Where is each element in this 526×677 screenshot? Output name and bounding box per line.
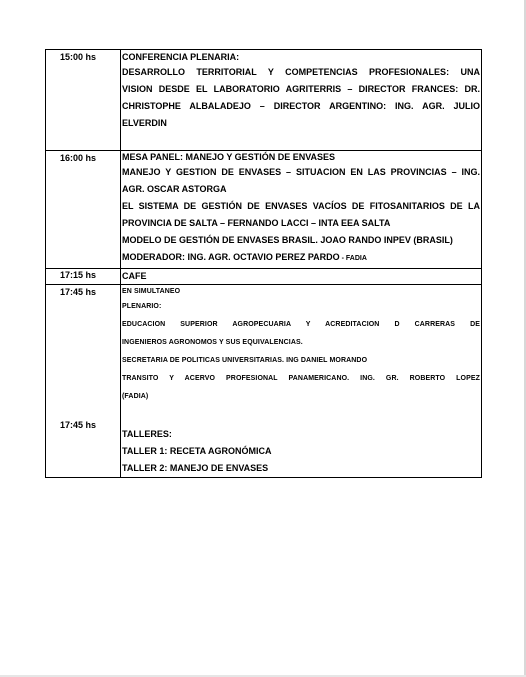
schedule-row bbox=[46, 50, 482, 151]
session-line: SECRETARIA DE POLITICAS UNIVERSITARIAS. ING DANIEL MORANDO bbox=[122, 357, 368, 364]
time-label: 15:00 hs bbox=[59, 52, 97, 62]
session-line: TRANSITO Y ACERVO PROFESIONAL PANAMERICANO. ING. GR. ROBERTO LOPEZ bbox=[122, 375, 480, 382]
time-spacer bbox=[46, 299, 120, 418]
session-line: PLENARIO: bbox=[122, 303, 162, 310]
content-cell bbox=[121, 50, 482, 151]
moderator-org: - FADIA bbox=[339, 255, 367, 262]
content-cell bbox=[121, 151, 482, 269]
time-label: 17:45 hs bbox=[59, 287, 97, 297]
time-cell bbox=[46, 151, 121, 269]
time-label: 16:00 hs bbox=[59, 153, 97, 163]
session-line: EN SIMULTANEO bbox=[122, 288, 181, 295]
session-line: TALLER 2: MANEJO DE ENVASES bbox=[122, 463, 269, 473]
schedule-row bbox=[46, 269, 482, 285]
session-line: CHRISTOPHE ALBALADEJO – DIRECTOR ARGENTINO: ING. AGR. JULIO bbox=[122, 101, 480, 111]
session-line: AGR. OSCAR ASTORGA bbox=[122, 184, 227, 194]
spacer bbox=[122, 406, 480, 426]
time-label: 17:15 hs bbox=[59, 270, 97, 280]
session-line: DESARROLLO TERRITORIAL Y COMPETENCIAS PROFESIONALES: UNA bbox=[122, 67, 480, 77]
content-cell bbox=[121, 269, 482, 285]
session-line: EL SISTEMA DE GESTIÓN DE ENVASES VACÍOS DE FITOSANITARIOS DE LA bbox=[122, 201, 480, 211]
session-line: INGENIEROS AGRONOMOS Y SUS EQUIVALENCIAS. bbox=[122, 339, 303, 346]
session-title: MESA PANEL: MANEJO Y GESTIÓN DE ENVASES bbox=[122, 152, 336, 162]
session-line: TALLER 1: RECETA AGRONÓMICA bbox=[122, 446, 272, 456]
session-line: PROVINCIA DE SALTA – FERNANDO LACCI – INTA EEA SALTA bbox=[122, 218, 391, 228]
moderator-line bbox=[122, 249, 480, 267]
session-line: ELVERDIN bbox=[122, 118, 167, 128]
session-title: CAFE bbox=[122, 271, 147, 281]
time-label: 17:45 hs bbox=[59, 420, 97, 430]
session-line: EDUCACION SUPERIOR AGROPECUARIA Y ACREDITACION D CARRERAS DE bbox=[122, 321, 480, 328]
session-title: TALLERES: bbox=[122, 429, 172, 439]
time-cell bbox=[46, 269, 121, 285]
session-line: VISION DESDE EL LABORATORIO AGRITERRIS – DIRECTOR FRANCES: DR. bbox=[122, 84, 480, 94]
time-cell bbox=[46, 285, 121, 478]
session-title: CONFERENCIA PLENARIA: bbox=[122, 52, 240, 62]
session-line: (FADIA) bbox=[122, 393, 149, 400]
content-cell bbox=[121, 285, 482, 478]
time-cell bbox=[46, 50, 121, 151]
schedule-row bbox=[46, 285, 482, 478]
session-line: MANEJO Y GESTION DE ENVASES – SITUACION EN LAS PROVINCIAS – ING. bbox=[122, 167, 480, 177]
session-line: MODELO DE GESTIÓN DE ENVASES BRASIL. JOAO RANDO INPEV (BRASIL) bbox=[122, 235, 453, 245]
schedule-table bbox=[45, 49, 482, 478]
schedule-row bbox=[46, 151, 482, 269]
moderator-name: MODERADOR: ING. AGR. OCTAVIO PEREZ PARDO bbox=[122, 252, 340, 262]
